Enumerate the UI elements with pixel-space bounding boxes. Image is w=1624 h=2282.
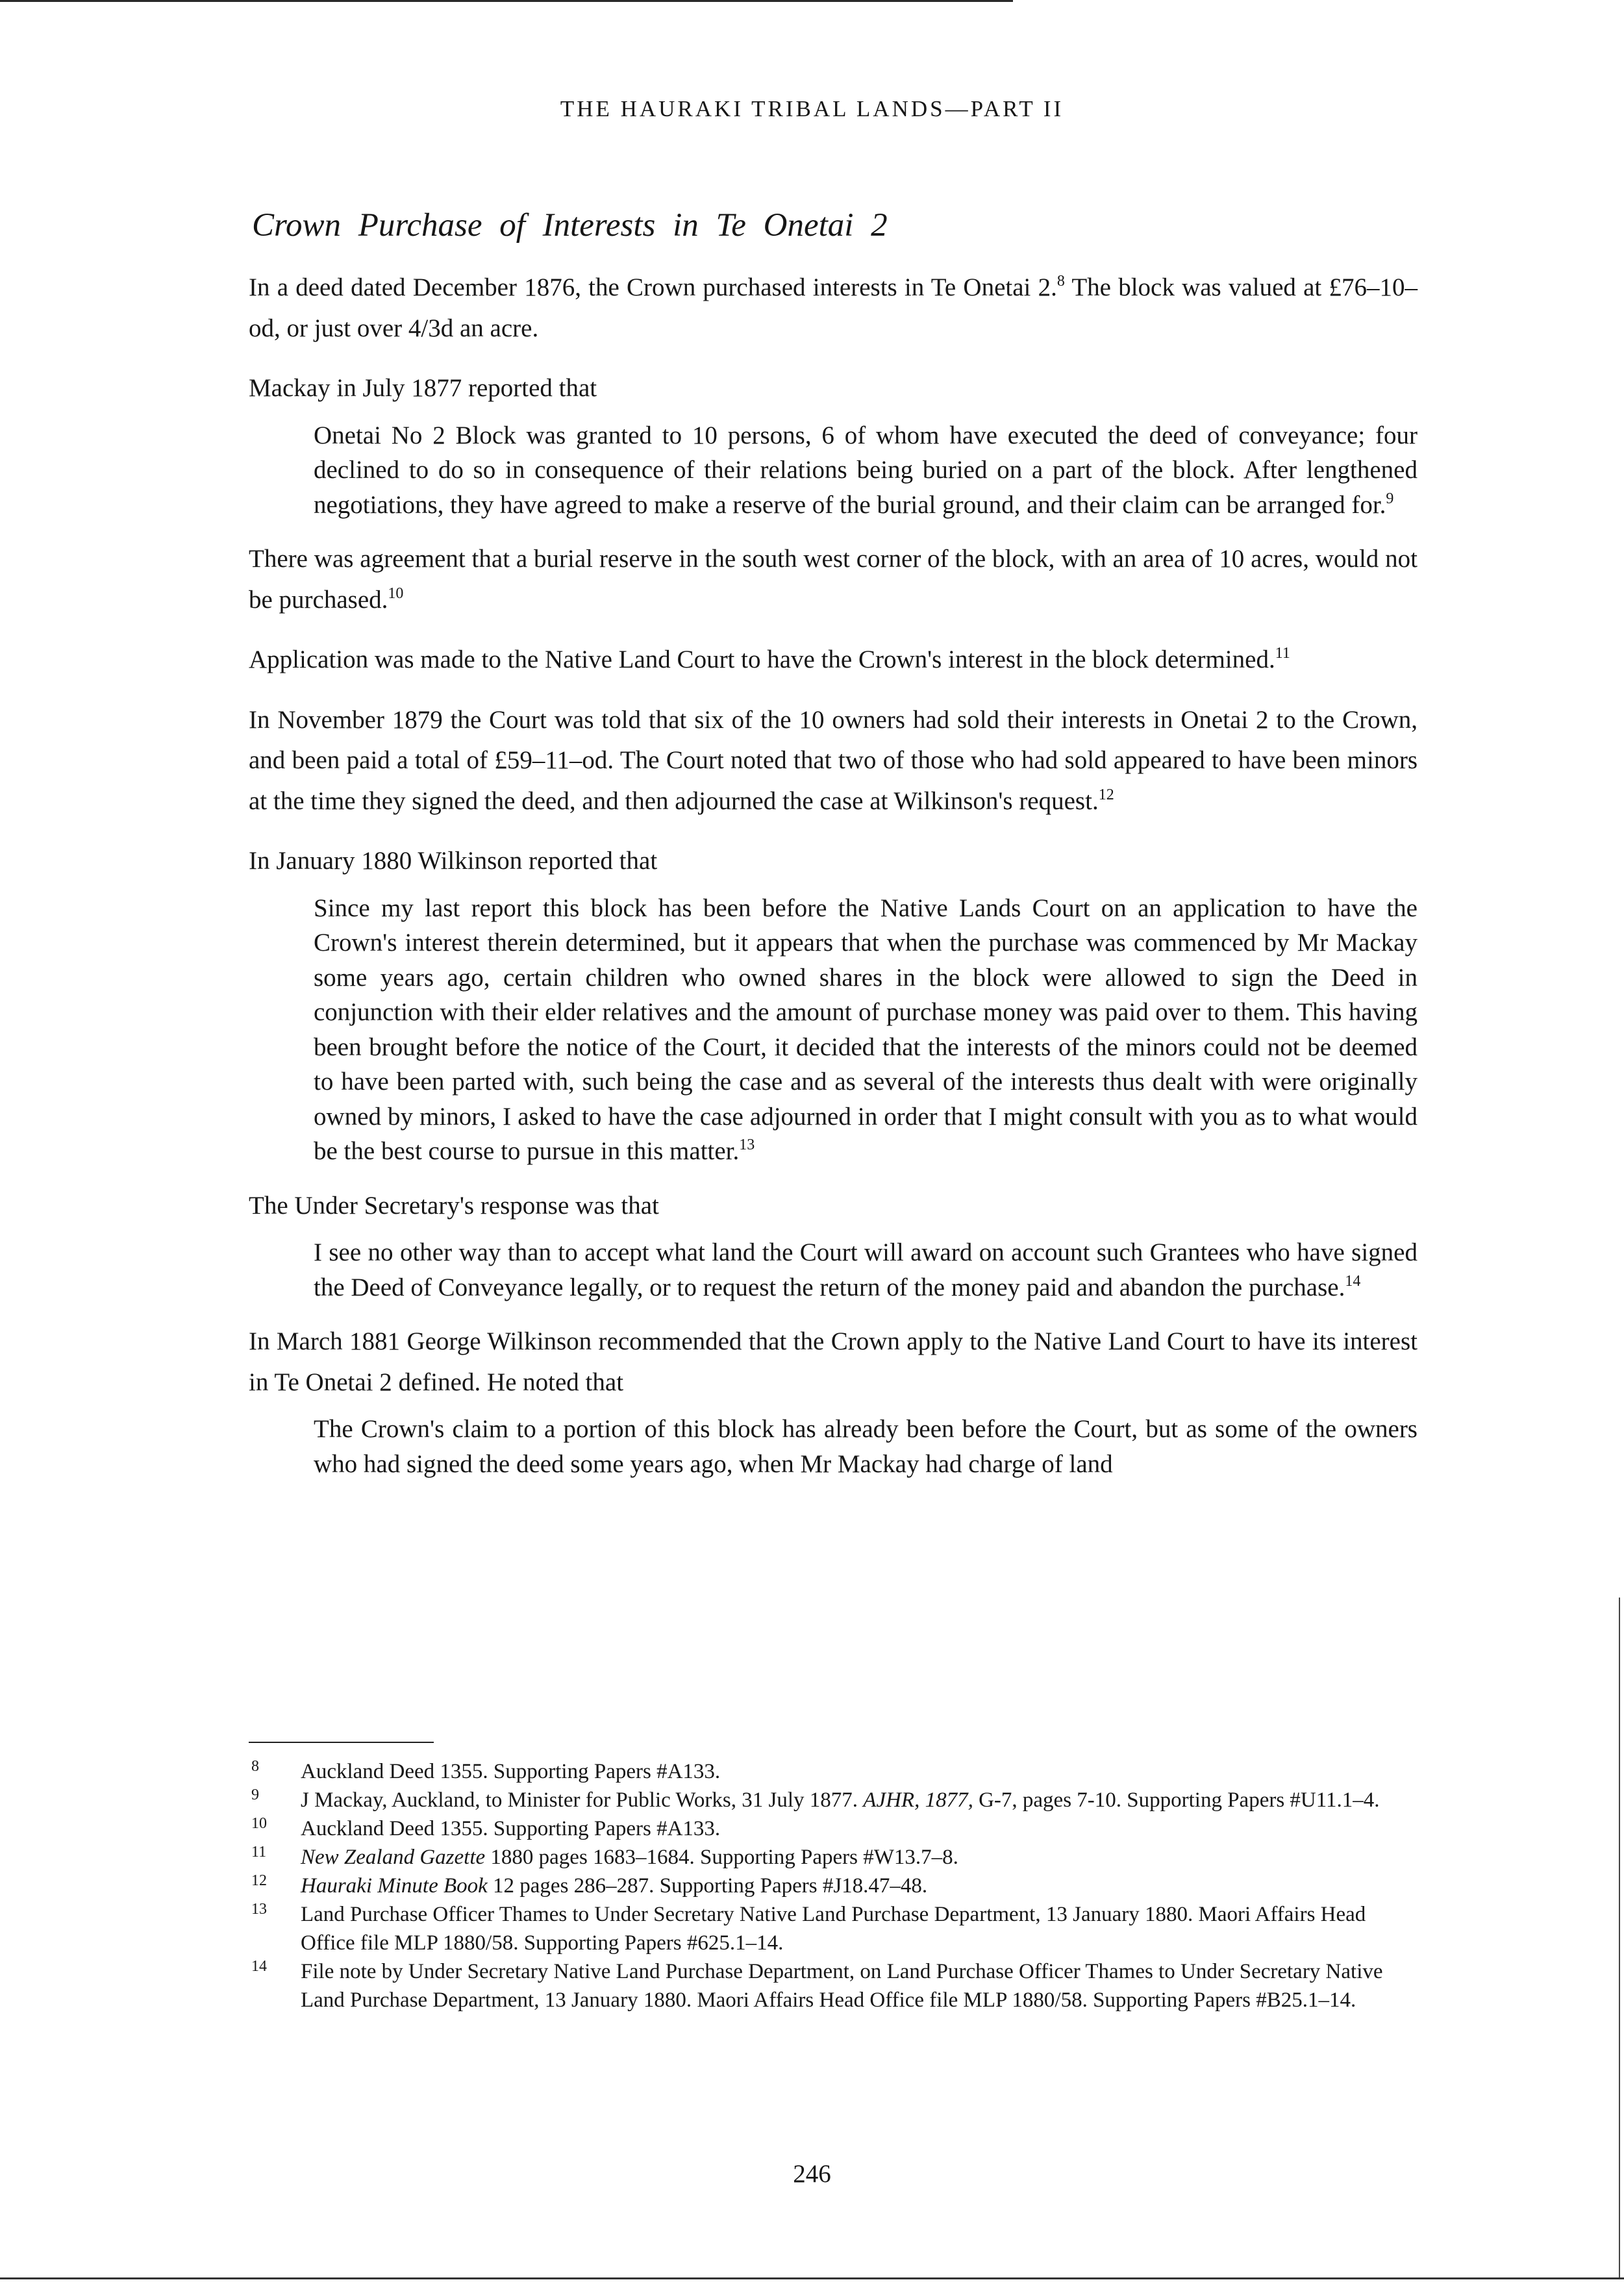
section-heading: Crown Purchase of Interests in Te Onetai 2 bbox=[252, 207, 888, 244]
body-text bbox=[249, 268, 1418, 1498]
paragraph-mackay-intro: Mackay in July 1877 reported that bbox=[249, 374, 597, 402]
paragraph-march-1881: In March 1881 George Wilkinson recommended that the Crown apply to the Native Land Court to have its interest in Te Onetai 2 defined. He noted that bbox=[249, 1327, 1418, 1396]
footnote-13: 13 Land Purchase Officer Thames to Under Secretary Native Land Purchase Department, 13 January 1880. Maori Affairs Head Office file MLP 1880/58. Supporting Papers #625.1–14. bbox=[251, 1901, 1366, 1955]
footnote-ref[interactable]: 13 bbox=[739, 1136, 755, 1153]
footnote-ref[interactable]: 11 bbox=[1275, 645, 1290, 662]
footnotes bbox=[249, 1757, 1392, 2014]
footnote-9: 9 J Mackay, Auckland, to Minister for Public Works, 31 July 1877. AJHR, 1877, G-7, pages 7-10. Supporting Papers #U11.1–4. bbox=[251, 1787, 1380, 1812]
paragraph-november-1879: In November 1879 the Court was told that six of the 10 owners had sold their interests in Onetai 2 to the Crown, and been paid a total of £59–11–od. The Court noted that two of those who had sold appeared to have been minors at the time they signed the deed, and then adjourned the case at Wilkinson's request.$^{12}$ bbox=[249, 705, 1418, 815]
footnote-ref[interactable]: 10 bbox=[388, 584, 404, 602]
page-number: 246 bbox=[793, 2160, 831, 2188]
quote-under-secretary: I see no other way than to accept what land the Court will award on account such Grantees who have signed the Deed of Conveyance legally, or to request the return of the money paid and abandon the purchase.$^{14}$ bbox=[314, 1238, 1418, 1301]
footnote-ref[interactable]: 9 bbox=[1386, 490, 1394, 507]
bottom-edge-line bbox=[0, 2277, 1624, 2279]
footnote-8: 8 Auckland Deed 1355. Supporting Papers #A133. bbox=[251, 1758, 721, 1783]
footnote-ref[interactable]: 14 bbox=[1345, 1272, 1361, 1290]
running-head: THE HAURAKI TRIBAL LANDS—PART II bbox=[560, 96, 1064, 121]
quote-crown-claim: The Crown's claim to a portion of this block has already been before the Court, but as some of the owners who had signed the deed some years ago, when Mr Mackay had charge of land bbox=[314, 1415, 1418, 1478]
top-edge-line bbox=[0, 0, 1013, 2]
footnote-10: 10 Auckland Deed 1355. Supporting Papers #A133. bbox=[251, 1815, 721, 1840]
paragraph-burial-reserve: There was agreement that a burial reserve in the south west corner of the block, with an area of 10 acres, would not be purchased.$^{10}$ bbox=[249, 545, 1418, 614]
footnote-ref[interactable]: 8 bbox=[1056, 273, 1065, 290]
paragraph-deed: In a deed dated December 1876, the Crown purchased interests in Te Onetai 2.$^8$ The block was valued at £76–10–od, or just over 4/3d an acre. bbox=[249, 273, 1418, 342]
paragraph-under-secretary-intro: The Under Secretary's response was that bbox=[249, 1191, 659, 1220]
footnote-rule bbox=[249, 1742, 434, 1743]
footnote-14: 14 File note by Under Secretary Native Land Purchase Department, on Land Purchase Officer Thames to Under Secretary Native Land Purchase Department, 13 January 1880. Maori Affairs Head Office file MLP 1880/58. Supporting Papers #B25.1–14. bbox=[251, 1958, 1383, 2012]
footnote-11: 11 New Zealand Gazette 1880 pages 1683–1684. Supporting Papers #W13.7–8. bbox=[251, 1844, 958, 1869]
footnote-ref[interactable]: 12 bbox=[1098, 786, 1114, 803]
paragraph-application: Application was made to the Native Land Court to have the Crown's interest in the block determined.$^{11}$ bbox=[249, 645, 1290, 673]
quote-mackay: Onetai No 2 Block was granted to 10 persons, 6 of whom have executed the deed of conveyance; four declined to do so in consequence of their relations being buried on a part of the block. After lengthened negotiations, they have agreed to make a reserve of the burial ground, and their claim can be arranged for.$^9$ bbox=[314, 421, 1418, 519]
footnote-12: 12 Hauraki Minute Book 12 pages 286–287. Supporting Papers #J18.47–48. bbox=[251, 1872, 928, 1898]
quote-wilkinson: Since my last report this block has been before the Native Lands Court on an application to have the Crown's interest therein determined, but it appears that when the purchase was commenced by Mr Mackay some years ago, certain children who owned shares in the block were allowed to sign the Deed in conjunction with their elder relatives and the amount of purchase money was paid over to them. This having been brought before the notice of the Court, it decided that the interests of the minors could not be deemed to have been parted with, such being the case and as several of the interests thus dealt with were originally owned by minors, I asked to have the case adjourned in order that I might consult with you as to what would be the best course to pursue in this matter.$^{13}$ bbox=[314, 894, 1418, 1165]
paragraph-wilkinson-intro: In January 1880 Wilkinson reported that bbox=[249, 847, 658, 875]
